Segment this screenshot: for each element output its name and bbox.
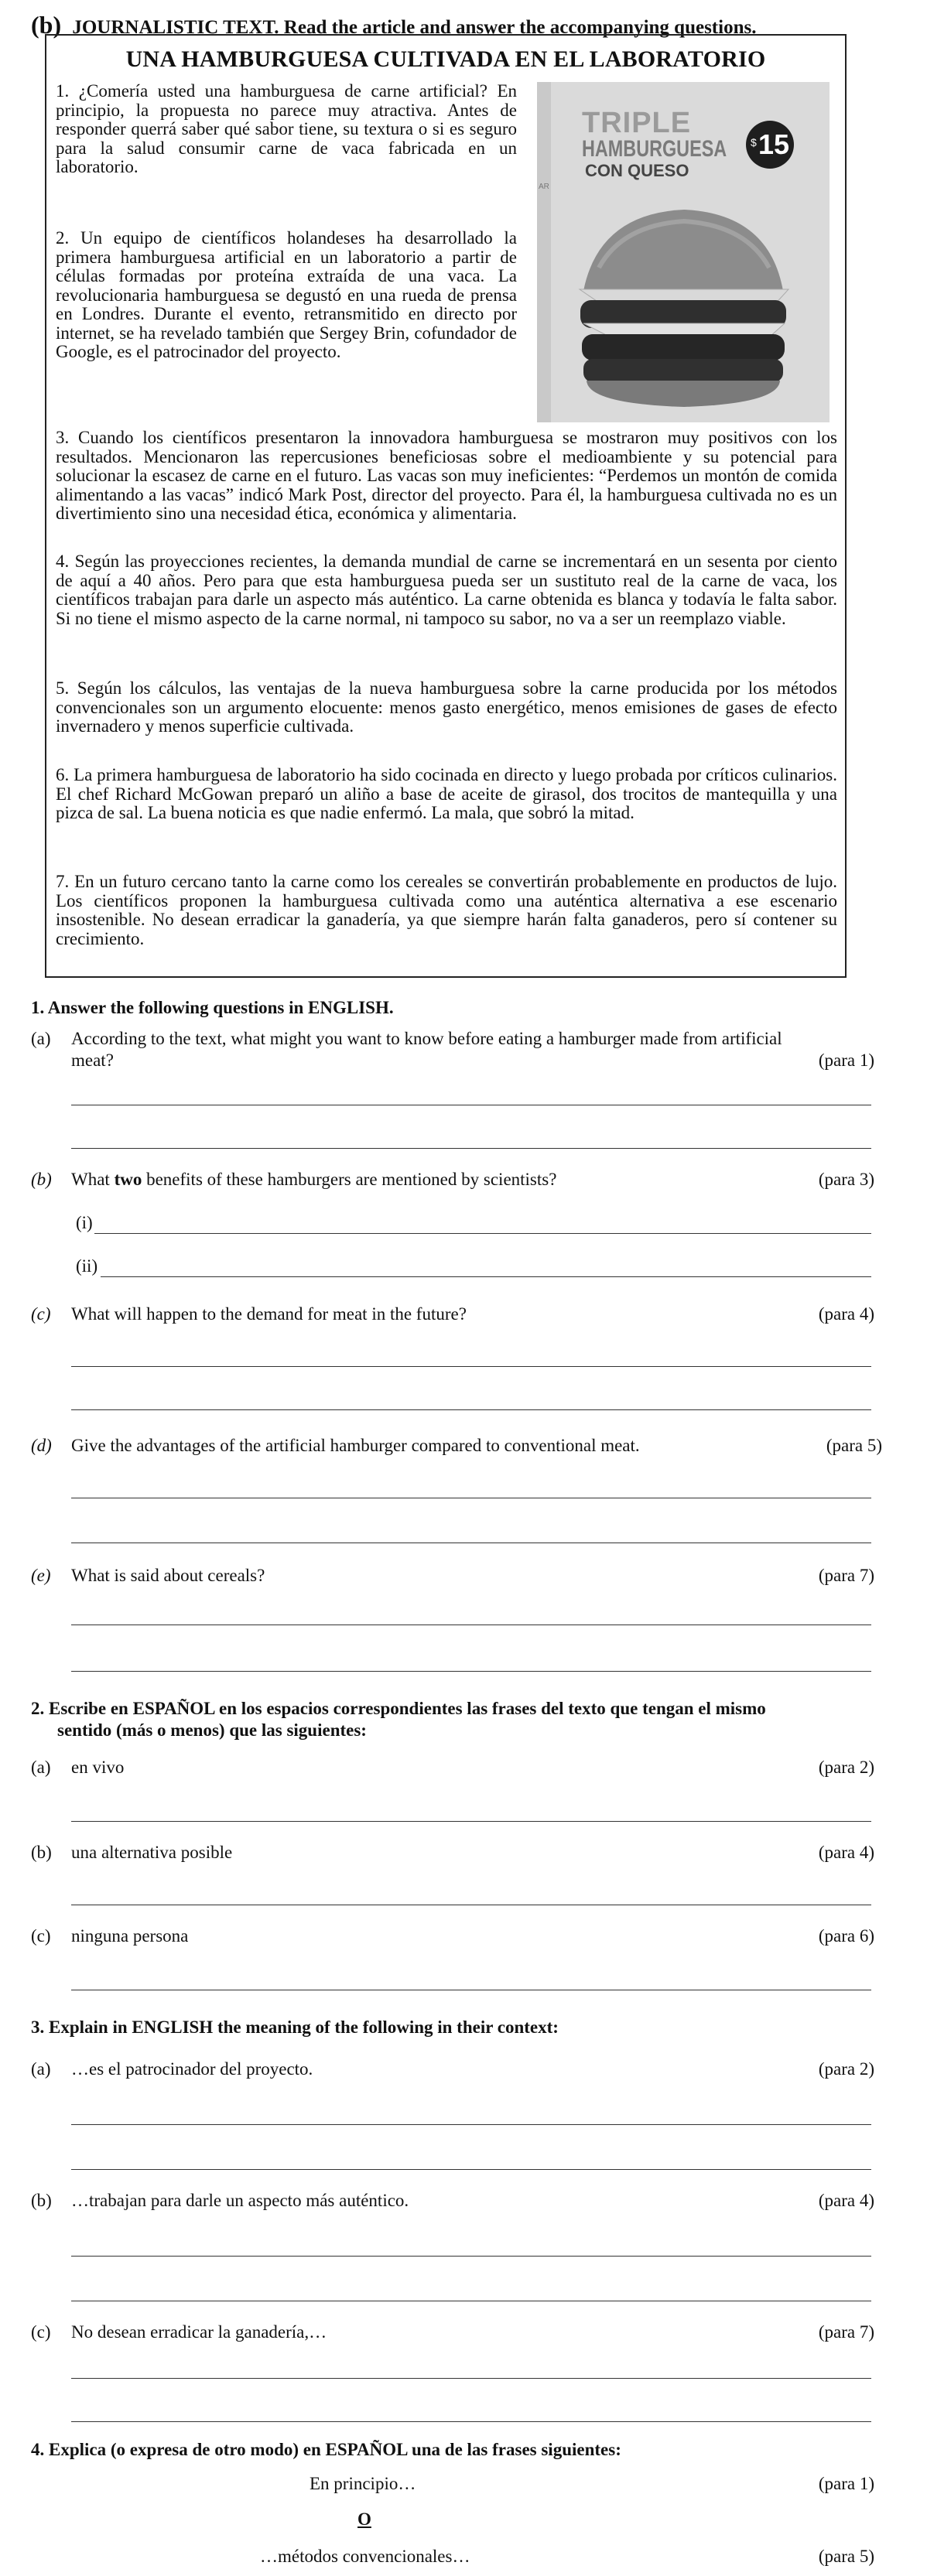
- item-letter: (a): [31, 2059, 51, 2079]
- sub-label-i: (i): [76, 1213, 93, 1232]
- photo-price-value: 15: [758, 128, 790, 160]
- option-text: En principio…: [310, 2474, 416, 2493]
- para-ref: (para 4): [818, 2191, 874, 2210]
- item-text: ninguna persona: [71, 1926, 189, 1946]
- photo-side-label: AR: [539, 183, 549, 191]
- paragraph-5: 5. Según los cálculos, las ventajas de la nueva hamburguesa sobre la carne producida por los métodos convencionales son un argumento elocuente: menos gasto energético, menos emisiones de gases de efecto invernadero y menos superficie cultivada.: [56, 678, 837, 736]
- para-ref: (para 4): [818, 1304, 874, 1324]
- answer-line[interactable]: [94, 1233, 871, 1234]
- option-text: …métodos convencionales…: [260, 2547, 470, 2566]
- photo-label-con-queso: CON QUESO: [585, 161, 689, 180]
- para-ref: (para 5): [826, 1436, 882, 1455]
- section-instruction: JOURNALISTIC TEXT. Read the article and answer the accompanying questions.: [72, 17, 757, 38]
- section-1-heading: 1. Answer the following questions in ENGLISH.: [31, 998, 394, 1017]
- hamburger-photo: [537, 82, 830, 422]
- item-letter: (a): [31, 1758, 51, 1777]
- question-letter: (c): [31, 1304, 51, 1324]
- para-ref: (para 6): [818, 1926, 874, 1946]
- question-letter: (e): [31, 1566, 51, 1585]
- answer-line[interactable]: [71, 2378, 871, 2379]
- answer-line[interactable]: [71, 1148, 871, 1149]
- question-text: [71, 1170, 556, 1190]
- answer-line[interactable]: [71, 1821, 871, 1822]
- answer-line[interactable]: [71, 1671, 871, 1672]
- para-ref: (para 1): [818, 1051, 874, 1070]
- question-text: What is said about cereals?: [71, 1566, 265, 1585]
- item-text: No desean erradicar la ganadería,…: [71, 2322, 327, 2342]
- para-ref: (para 2): [818, 1758, 874, 1777]
- para-ref: (para 1): [818, 2474, 874, 2493]
- item-text: una alternativa posible: [71, 1843, 233, 1862]
- answer-line[interactable]: [71, 1366, 871, 1367]
- question-text-post: benefits of these hamburgers are mentioned by scientists?: [142, 1170, 557, 1189]
- question-text-bold: two: [114, 1170, 142, 1189]
- answer-line[interactable]: [71, 2169, 871, 2170]
- para-ref: (para 4): [818, 1843, 874, 1862]
- photo-label-triple: TRIPLE: [582, 107, 692, 139]
- question-text: What will happen to the demand for meat in the future?: [71, 1304, 467, 1324]
- question-letter: (d): [31, 1436, 52, 1455]
- question-text-cont: meat?: [71, 1051, 114, 1070]
- paragraph-4: 4. Según las proyecciones recientes, la demanda mundial de carne se incrementará en un sesenta por ciento de aquí a 40 años. Pero para que esta hamburguesa pueda ser un sustituto real de la carne de vaca, los científicos trabajan para darle un aspecto más auténtico. La carne obtenida es blanca y todavía le falta sabor. Si no tiene el mismo aspecto de la carne normal, ni tampoco su sabor, no va a ser un reemplazo viable.: [56, 552, 837, 628]
- section-tag: (b): [31, 11, 62, 39]
- answer-line[interactable]: [71, 2124, 871, 2125]
- photo-price-badge: [746, 121, 794, 169]
- item-text: en vivo: [71, 1758, 125, 1777]
- item-text: …trabajan para darle un aspecto más auténtico.: [71, 2191, 409, 2210]
- question-letter: (b): [31, 1170, 52, 1189]
- question-text: According to the text, what might you want to know before eating a hamburger made from artificial: [71, 1029, 782, 1048]
- article-title: UNA HAMBURGUESA CULTIVADA EN EL LABORATORIO: [125, 46, 766, 72]
- item-letter: (b): [31, 1843, 52, 1862]
- item-letter: (c): [31, 2322, 51, 2342]
- item-letter: (b): [31, 2191, 52, 2210]
- para-ref: (para 3): [818, 1170, 874, 1189]
- answer-line[interactable]: [71, 1409, 871, 1410]
- item-text: …es el patrocinador del proyecto.: [71, 2059, 313, 2079]
- photo-price-currency: $: [751, 136, 757, 149]
- section-4-heading: 4. Explica (o expresa de otro modo) en ESPAÑOL una de las frases siguientes:: [31, 2440, 621, 2459]
- photo-label-hamburguesa: HAMBURGUESA: [582, 136, 727, 162]
- para-ref: (para 7): [818, 2322, 874, 2342]
- paragraph-3: 3. Cuando los científicos presentaron la innovadora hamburguesa se mostraron muy positivos con los resultados. Mencionaron las repercusiones beneficiosas sobre el medioambiente y su potencial para solucionar la escasez de carne en el futuro. Las vacas son muy ineficientes: “Perdemos un montón de comida alimentando a las vacas” indicó Mark Post, director del proyecto. Para él, la hamburguesa cultivada no es un divertimiento sino una necesidad ética, económica y alimentaria.: [56, 428, 837, 523]
- item-letter: (c): [31, 1926, 51, 1946]
- question-text-pre: What: [71, 1170, 115, 1189]
- or-label: O: [357, 2509, 371, 2529]
- article-box: [45, 34, 847, 978]
- answer-line[interactable]: [101, 1276, 871, 1277]
- para-ref: (para 7): [818, 1566, 874, 1585]
- question-text: Give the advantages of the artificial hamburger compared to conventional meat.: [71, 1436, 640, 1455]
- para-ref: (para 5): [818, 2547, 874, 2566]
- sub-label-ii: (ii): [76, 1256, 98, 1276]
- answer-line[interactable]: [71, 2256, 871, 2257]
- paragraph-6: 6. La primera hamburguesa de laboratorio ha sido cocinada en directo y luego probada por críticos culinarios. El chef Richard McGowan preparó un aliño a base de aceite de girasol, dos trocitos de mantequilla y una pizca de sal. La buena noticia es que nadie enfermó. La mala, que sobró la mitad.: [56, 765, 837, 822]
- section-2-heading-cont: sentido (más o menos) que las siguientes:: [57, 1720, 367, 1740]
- answer-line[interactable]: [71, 2421, 871, 2422]
- para-ref: (para 2): [818, 2059, 874, 2079]
- section-3-heading: 3. Explain in ENGLISH the meaning of the following in their context:: [31, 2017, 559, 2037]
- paragraph-1: 1. ¿Comería usted una hamburguesa de carne artificial? En principio, la propuesta no parece muy atractiva. Antes de responder querrá saber qué sabor tiene, su textura o si es seguro para la salud consumir carne de vaca fabricada en un laboratorio.: [56, 81, 517, 176]
- paragraph-7: 7. En un futuro cercano tanto la carne como los cereales se convertirán probablemente en productos de lujo. Los científicos proponen la hamburguesa cultivada como una auténtica alternativa a ese escenario insostenible. No desean erradicar la ganadería, ya que siempre harán falta ganaderos, pero sí contener su crecimiento.: [56, 872, 837, 948]
- paragraph-2: 2. Un equipo de científicos holandeses ha desarrollado la primera hamburguesa artificial en un laboratorio a partir de células formadas por proteína extraída de una vaca. La revolucionaria hamburguesa se degustó en una rueda de prensa en Londres. Durante el evento, retransmitido en directo por internet, se ha revelado también que Sergey Brin, cofundador de Google, es el patrocinador del proyecto.: [56, 228, 517, 361]
- question-letter: (a): [31, 1029, 51, 1048]
- section-2-heading: 2. Escribe en ESPAÑOL en los espacios correspondientes las frases del texto que tengan el mismo: [31, 1699, 766, 1718]
